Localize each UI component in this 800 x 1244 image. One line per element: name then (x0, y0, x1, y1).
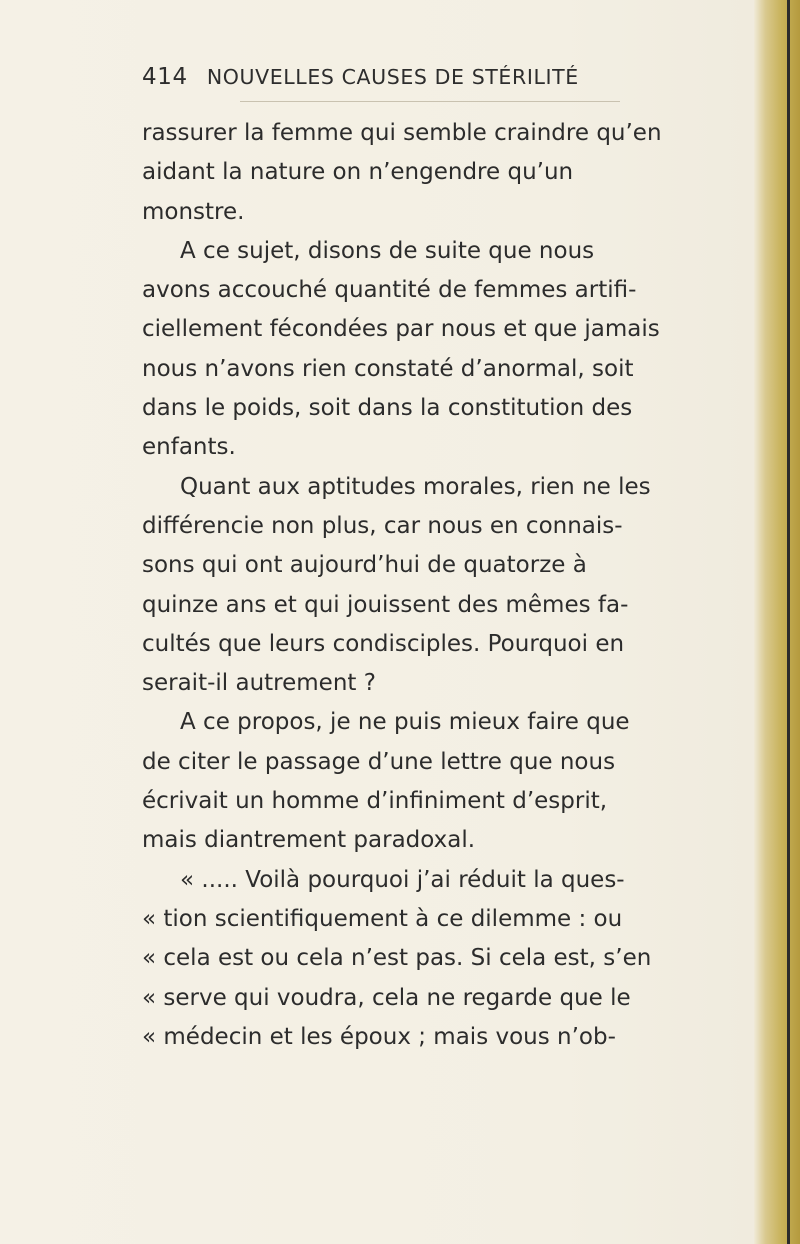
text-line: nous n’avons rien constaté d’anormal, soit (142, 355, 634, 382)
text-line: « tion scientifiquement à ce dilemme : ou (142, 905, 623, 932)
text-line: « serve qui voudra, cela ne regarde que le (142, 984, 631, 1011)
text-line: ciellement fécondées par nous et que jamais (142, 316, 660, 343)
text-line: écrivait un homme d’infiniment d’esprit, (142, 788, 608, 815)
running-header (142, 64, 612, 90)
text-line: différencie non plus, car nous en connais- (142, 512, 623, 539)
text-line: « ..... Voilà pourquoi j’ai réduit la ques- (180, 866, 625, 893)
text-line: dans le poids, soit dans la constitution des (142, 395, 633, 422)
page-number: 414 (142, 64, 188, 90)
text-line: A ce propos, je ne puis mieux faire que (180, 709, 630, 736)
text-line: serait-il autrement ? (142, 670, 376, 697)
text-line: mais diantrement paradoxal. (142, 827, 476, 854)
text-line: aidant la nature on n’engendre qu’un (142, 159, 574, 186)
text-line: A ce sujet, disons de suite que nous (180, 237, 595, 264)
page-edge (754, 0, 800, 1244)
text-line: cultés que leurs condisciples. Pourquoi en (142, 630, 625, 657)
text-line: rassurer la femme qui semble craindre qu’en (142, 120, 662, 146)
text-line: avons accouché quantité de femmes artifi- (142, 277, 637, 304)
text-line: de citer le passage d’une lettre que nous (142, 748, 616, 775)
text-line: enfants. (142, 434, 236, 461)
text-line: Quant aux aptitudes morales, rien ne les (180, 473, 651, 500)
text-line: « médecin et les époux ; mais vous n’ob- (142, 1023, 616, 1050)
binding-line (787, 0, 790, 1244)
body-text (142, 114, 692, 1057)
header-rule (240, 101, 620, 102)
running-title: NOUVELLES CAUSES DE STÉRILITÉ (206, 65, 579, 89)
text-line: monstre. (142, 198, 245, 225)
text-line: quinze ans et qui jouissent des mêmes fa- (142, 591, 629, 618)
text-line: sons qui ont aujourd’hui de quatorze à (142, 552, 587, 579)
text-line: « cela est ou cela n’est pas. Si cela est, s’en (142, 945, 652, 972)
